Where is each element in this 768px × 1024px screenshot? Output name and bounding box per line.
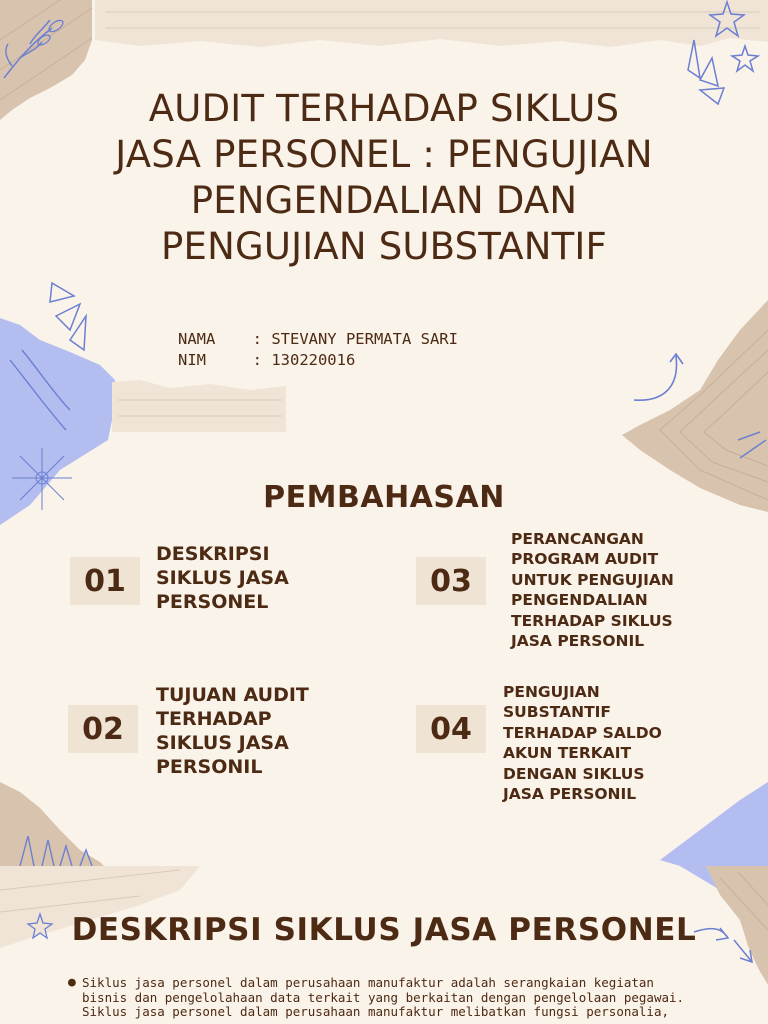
title-line: PENGENDALIAN DAN: [190, 179, 578, 222]
topic-text-02: [156, 683, 309, 779]
topic-line: SIKLUS JASA: [156, 567, 289, 589]
topic-line: JASA PERSONIL: [511, 632, 645, 651]
paragraph-line: Siklus jasa personel dalam perusahaan manufaktur adalah serangkaian kegiatan: [82, 975, 654, 990]
topic-number-02: 02: [68, 705, 138, 753]
paragraph-line: Siklus jasa personel dalam perusahaan manufaktur melibatkan fungsi personalia,: [82, 1004, 669, 1019]
title-line: JASA PERSONEL : PENGUJIAN: [115, 133, 653, 176]
topic-number-04: 04: [416, 705, 486, 753]
pembahasan-heading: PEMBAHASAN: [263, 480, 505, 515]
torn-paper-top-left: [0, 0, 92, 120]
torn-paper-lined-patch: [112, 380, 286, 432]
topic-line: DESKRIPSI: [156, 543, 270, 565]
topic-line: PERANCANGAN: [511, 530, 644, 548]
topic-line: SIKLUS JASA: [156, 732, 289, 754]
topic-line: UNTUK PENGUJIAN: [511, 570, 674, 589]
topic-line: PERSONEL: [156, 591, 269, 613]
topic-line: JASA PERSONIL: [503, 785, 637, 804]
topic-line: SUBSTANTIF: [503, 703, 611, 722]
topic-number-03: 03: [416, 557, 486, 605]
page-title: [84, 86, 684, 270]
topic-line: DENGAN SIKLUS: [503, 764, 645, 783]
title-line: AUDIT TERHADAP SIKLUS: [148, 87, 620, 130]
topic-text-04: [503, 682, 662, 804]
topic-line: TERHADAP SALDO: [503, 723, 662, 742]
topic-line: PROGRAM AUDIT: [511, 550, 659, 569]
topic-line: TUJUAN AUDIT: [156, 684, 309, 706]
student-nim: NIM : 130220016: [178, 351, 356, 369]
torn-paper-strip-top: [95, 0, 768, 47]
topic-line: TERHADAP: [156, 708, 272, 730]
topic-text-01: [156, 542, 289, 614]
topic-line: TERHADAP SIKLUS: [511, 611, 673, 630]
topic-line: AKUN TERKAIT: [503, 744, 632, 763]
title-line: PENGUJIAN SUBSTANTIF: [161, 225, 607, 268]
deskripsi-paragraph: [68, 976, 708, 1020]
student-name: NAMA : STEVANY PERMATA SARI: [178, 330, 458, 348]
topic-line: PENGUJIAN: [503, 683, 600, 701]
student-info: [178, 329, 458, 371]
paragraph-line: bisnis dan pengelolahaan data terkait yang berkaitan dengan pengelolaan pegawai.: [82, 989, 685, 1005]
torn-paper-bottom-right: [660, 782, 768, 985]
deskripsi-heading: DESKRIPSI SIKLUS JASA PERSONEL: [71, 912, 697, 948]
topic-text-03: [511, 529, 674, 651]
topic-line: PERSONIL: [156, 756, 263, 778]
topic-number-01: 01: [70, 557, 140, 605]
topic-line: PENGENDALIAN: [511, 591, 648, 610]
triangle-doodles-left: [50, 283, 86, 350]
bullet-icon: ●: [68, 975, 76, 990]
